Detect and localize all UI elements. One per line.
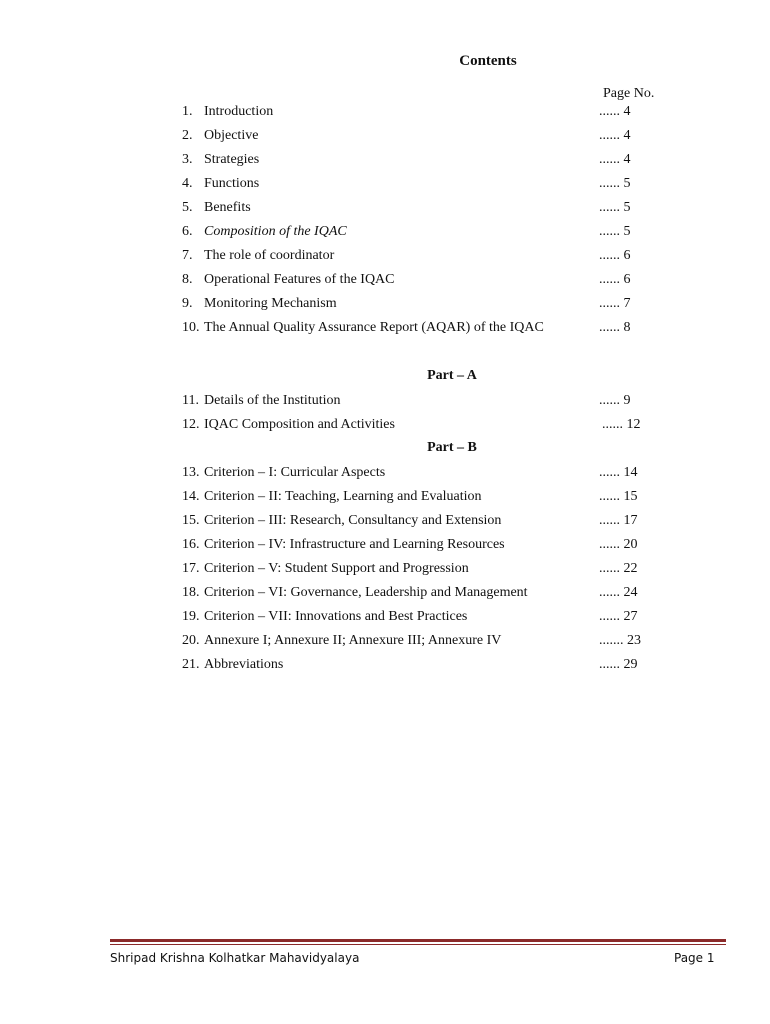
toc-entry-label: Operational Features of the IQAC (204, 272, 395, 287)
toc-entry-number: 18. (182, 585, 200, 600)
toc-entry-page: ...... 5 (599, 200, 631, 215)
part-b-heading: Part – B (427, 440, 477, 455)
toc-entry-number: 7. (182, 248, 193, 263)
toc-entry-page: ....... 23 (599, 633, 641, 648)
toc-entry-number: 14. (182, 489, 200, 504)
toc-entry-page: ...... 22 (599, 561, 638, 576)
toc-entry (182, 319, 662, 337)
toc-entry (182, 656, 662, 674)
toc-entry (182, 295, 662, 313)
toc-entry (182, 103, 662, 121)
toc-entry (182, 608, 662, 626)
toc-entry (182, 464, 662, 482)
toc-entry-page: ...... 7 (599, 296, 631, 311)
toc-entry-label: Criterion – V: Student Support and Progression (204, 561, 469, 576)
toc-entry-page: ...... 24 (599, 585, 638, 600)
toc-entry-page: ...... 5 (599, 176, 631, 191)
toc-entry (182, 560, 662, 578)
toc-entry-page: ...... 15 (599, 489, 638, 504)
toc-entry (182, 392, 662, 410)
toc-entry-number: 5. (182, 200, 193, 215)
toc-entry-label: Criterion – II: Teaching, Learning and Evaluation (204, 489, 482, 504)
toc-entry-page: ...... 5 (599, 224, 631, 239)
toc-entry-label: Criterion – IV: Infrastructure and Learning Resources (204, 537, 505, 552)
toc-entry (182, 151, 662, 169)
toc-entry-number: 17. (182, 561, 200, 576)
toc-entry-number: 11. (182, 393, 199, 408)
toc-entry-page: ...... 9 (599, 393, 631, 408)
toc-entry (182, 488, 662, 506)
part-a-heading: Part – A (427, 368, 477, 383)
footer-rule-thick (110, 939, 726, 942)
toc-entry-page: ...... 17 (599, 513, 638, 528)
toc-entry-number: 20. (182, 633, 200, 648)
toc-entry-page: ...... 8 (599, 320, 631, 335)
toc-entry-number: 6. (182, 224, 193, 239)
toc-entry-number: 15. (182, 513, 200, 528)
toc-entry-number: 10. (182, 320, 200, 335)
toc-entry-number: 19. (182, 609, 200, 624)
toc-entry-label: The role of coordinator (204, 248, 335, 263)
toc-entry-number: 12. (182, 417, 200, 432)
toc-entry-page: ...... 12 (602, 417, 641, 432)
toc-entry-label: Introduction (204, 104, 274, 119)
toc-entry-number: 8. (182, 272, 193, 287)
toc-entry-label: Monitoring Mechanism (204, 296, 337, 311)
toc-entry (182, 127, 662, 145)
toc-entry-number: 3. (182, 152, 193, 167)
toc-entry (182, 632, 662, 650)
toc-entry (182, 247, 662, 265)
toc-entry-label: The Annual Quality Assurance Report (AQAR) of the IQAC (204, 320, 544, 335)
toc-entry-label: Details of the Institution (204, 393, 341, 408)
footer-rule-thin (110, 944, 726, 945)
toc-entry (182, 199, 662, 217)
footer-page-number: Page 1 (674, 951, 715, 965)
toc-entry-page: ...... 4 (599, 128, 631, 143)
toc-entry (182, 271, 662, 289)
toc-entry (182, 536, 662, 554)
toc-entry-number: 21. (182, 657, 200, 672)
toc-entry-page: ...... 6 (599, 248, 631, 263)
toc-entry-label: Criterion – VI: Governance, Leadership and Management (204, 585, 528, 600)
toc-entry-label: Criterion – VII: Innovations and Best Practices (204, 609, 468, 624)
toc-entry-page: ...... 20 (599, 537, 638, 552)
toc-entry-number: 16. (182, 537, 200, 552)
toc-entry-label: Criterion – I: Curricular Aspects (204, 465, 386, 480)
toc-entry-label: Benefits (204, 200, 251, 215)
footer-institution-name: Shripad Krishna Kolhatkar Mahavidyalaya (110, 951, 360, 965)
toc-entry-page: ...... 4 (599, 104, 631, 119)
toc-entry-label: Objective (204, 128, 259, 143)
toc-entry-label: IQAC Composition and Activities (204, 417, 395, 432)
toc-entry-number: 4. (182, 176, 193, 191)
toc-entry-number: 1. (182, 104, 193, 119)
toc-entry (182, 223, 662, 241)
toc-entry-label: Criterion – III: Research, Consultancy and Extension (204, 513, 502, 528)
toc-entry-page: ...... 27 (599, 609, 638, 624)
toc-entry-page: ...... 6 (599, 272, 631, 287)
toc-entry-label: Abbreviations (204, 657, 284, 672)
toc-entry-number: 13. (182, 465, 200, 480)
toc-entry-number: 2. (182, 128, 193, 143)
toc-entry-label: Composition of the IQAC (204, 224, 347, 239)
toc-entry-page: ...... 14 (599, 465, 638, 480)
toc-entry-page: ...... 29 (599, 657, 638, 672)
toc-entry-number: 9. (182, 296, 193, 311)
toc-entry (182, 175, 662, 193)
toc-entry (182, 512, 662, 530)
toc-entry-page: ...... 4 (599, 152, 631, 167)
toc-entry-label: Functions (204, 176, 260, 191)
page-title: Contents (459, 53, 517, 69)
page-number-header: Page No. (603, 86, 655, 101)
toc-entry-label: Strategies (204, 152, 260, 167)
toc-entry (182, 416, 662, 434)
toc-entry (182, 584, 662, 602)
toc-entry-label: Annexure I; Annexure II; Annexure III; Annexure IV (204, 633, 502, 648)
